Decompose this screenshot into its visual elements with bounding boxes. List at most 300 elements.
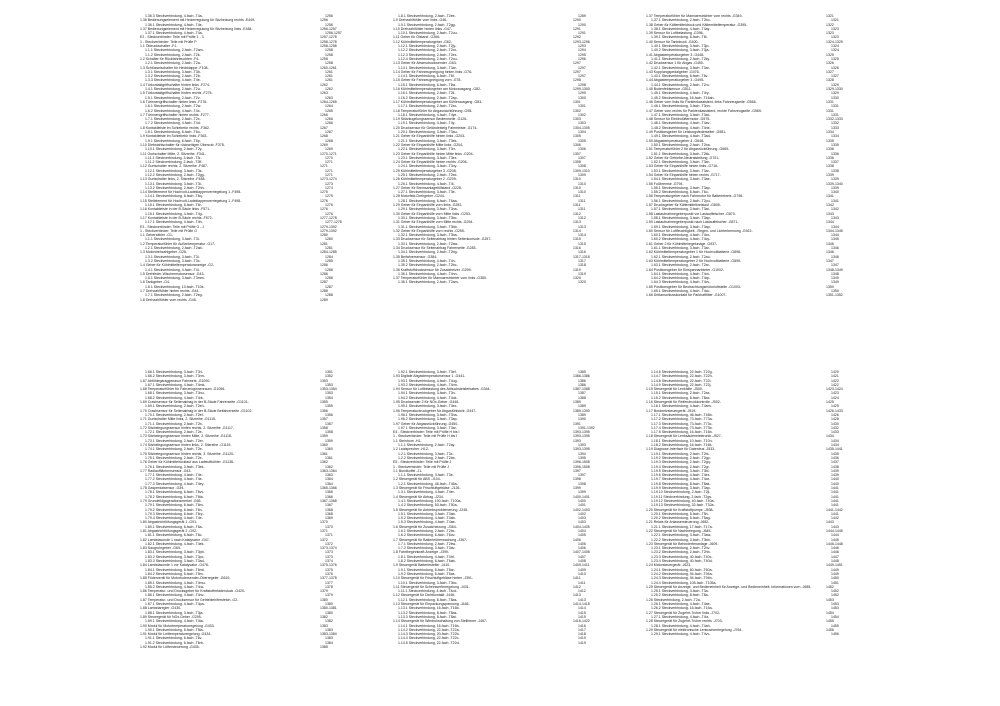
toc-entry-title: 1.23.1 Steckverbindung, 2-fach -T2hv-: [651, 546, 711, 551]
index-columns: [140, 14, 900, 302]
toc-entry-title: 1.37 Temperaturfühler für Mannaerstrichter vorn links -G380-: [393, 276, 488, 281]
toc-entry-title: 1.57 Drucksgeber für Kältemittelkreislauf -G805-: [646, 203, 721, 208]
toc-entry-page: 1338: [831, 168, 839, 173]
toc-entry-title: 1.85.1 Steckverbindung, 4-fach -T4mu-: [145, 580, 206, 585]
toc-entry-title: 1.83 Saugrohrgeber -G69-: [140, 546, 182, 551]
toc-entry-page: 1452: [831, 593, 839, 598]
toc-entry-title: 1.5 Drehfeder-Wischermotorsensor -G43-: [140, 271, 205, 276]
toc-entry-page: 1370: [320, 520, 328, 525]
toc-entry-page: 1426-1433: [826, 408, 843, 413]
toc-entry-title: 1.11 Steuergerät für Scheinwerferregelung -J431-: [393, 584, 470, 589]
toc-entry-page: 1385: [320, 645, 328, 649]
toc-entry-page: 1256: [325, 14, 333, 18]
toc-entry-title: 1.47 Geber vorn rechts für Parklenkassistent, rechte Fahrzeugseite -G569-: [646, 108, 762, 113]
toc-entry-page: 1423: [831, 391, 839, 396]
toc-entry-page: 1347: [831, 263, 839, 268]
toc-entry-title: 1.27.1 Steckverbindung, 4-fach -T4iz-: [651, 614, 710, 619]
toc-entry-page: 1373: [325, 554, 333, 559]
toc-entry-title: 1.40.2 Steckverbindung, 3-fach -T3ja-: [651, 48, 710, 53]
toc-entry-page: 1288: [325, 293, 333, 298]
toc-entry-title: 1.35 Beifahrersensor -G384-: [393, 254, 438, 259]
toc-entry-title: 1.76 Geber für Kühlmittelrücklauf aus Ladeluftkühler -G1136-: [140, 460, 235, 465]
toc-entry-page: 1284-1285: [320, 250, 337, 255]
toc-entry-page: 1331: [831, 104, 839, 109]
toc-entry-title: 1.12 Kühlmitteltemperaturgeber -G62-: [393, 39, 452, 44]
toc-entry-page: 1266: [320, 112, 328, 117]
toc-entry-title: 1.55 Fußbremse -G794-: [646, 181, 684, 186]
toc-entry-page: 1400: [578, 498, 586, 503]
toc-entry-title: 1.20.2 Steckverbindung, 5-fach -T5ag-: [651, 516, 711, 521]
toc-entry-page: 1302: [578, 112, 586, 117]
toc-entry-title: 1.2.1 Steckverbindung, 2-fach -T2ab-: [145, 246, 203, 251]
toc-entry-title: 1.36.1 Steckverbindung, 2-fach -T2am-: [398, 280, 459, 285]
toc-entry-page: 1456: [831, 632, 839, 637]
toc-entry-page: 1273-1274: [320, 177, 337, 182]
toc-entry-title: 1.4.2 Steckverbindung, 50-fach -T50a-: [398, 503, 458, 508]
toc-entry-title: 1.27 Steuergerät für Zugehrt-Trcher links -J702-: [646, 610, 721, 615]
toc-entry-page: 1410: [578, 571, 586, 576]
toc-entry-page: 1389: [578, 412, 586, 417]
toc-entry-title: 1.21 Relais für Anlassersteuerung -J682-: [646, 520, 710, 525]
toc-entry-title: 1.32 Geber für Einparkhilfe vorn rechts -G255-: [393, 228, 465, 233]
toc-entry-page: 1353: [325, 382, 333, 387]
toc-entry-title: 1.3 Steuergerät für Frischluftgebläse -J126-: [393, 486, 461, 491]
toc-entry-title: 1.84.1 Steckverbindung, 6-fach -T6mt-: [145, 567, 205, 572]
toc-entry[interactable]: [140, 298, 393, 302]
toc-entry-title: 1.32.1 Steckverbindung, 3-fach -T3ba-: [398, 233, 458, 238]
toc-entry-title: 1.92.1 Steckverbindung, 3-fach -T3ef-: [398, 370, 457, 374]
toc-entry-title: 1.2.1 Steckverbindung, 46-fach -T46a-: [398, 481, 458, 486]
toc-entry-page: 1371: [320, 528, 328, 533]
toc-entry-page: 1267: [320, 125, 328, 130]
toc-entry-title: 1.70 Crashsensor für Seitenairbag in der B-Säule Beifahrerseite -G1102-: [140, 408, 253, 413]
toc-entry-title: 1.82.1 Steckverbindung, 4-fach -T4ek-: [145, 541, 205, 546]
toc-entry-title: 1.96.1 Steckverbindung, 3-fach -T3ha-: [398, 412, 458, 417]
toc-entry-title: 1.19 Stützkugelungssensor Bedienmeile -G126-: [393, 117, 468, 122]
toc-entry-page: 1303: [573, 117, 581, 122]
index-columns: [140, 370, 900, 649]
toc-entry-page: 1301: [573, 99, 581, 104]
toc-entry-page: 1279-1392: [320, 224, 337, 229]
toc-entry-page: 1334: [826, 130, 834, 135]
toc-entry-page: 1446: [831, 550, 839, 555]
toc-entry-title: 1.73.1 Steckverbindung, 2-fach -T2er-: [145, 438, 204, 443]
toc-entry-title: 1.22 Geber für Einparkhilfe Mitte links -G204-: [393, 142, 464, 147]
toc-entry-page: 1449-1451: [826, 563, 843, 568]
toc-entry-title: 1.12.4 Steckverbindung, 2-fach -T2ou-: [398, 56, 458, 61]
toc-entry-title: 1.28 Motorfeld-Drehgeber -G244-: [393, 194, 445, 199]
toc-entry-title: 1.12.1 Steckverbindung, 3-fach -T3s-: [145, 168, 203, 173]
toc-entry-title: 1.22.1 Steckverbindung, 3-fach -T3aw-: [651, 533, 712, 538]
toc-entry-title: 1.17 Bordnetzsteuergerät -J519-: [646, 408, 697, 413]
toc-entry-title: 1.46 Geber vorn links für Parklenkassistent, links Fahrzeugseite -G566-: [646, 99, 757, 104]
toc-entry-page: 1368: [325, 511, 333, 516]
toc-entry-page: 1355: [320, 400, 328, 405]
toc-entry-page: 1268: [325, 138, 333, 143]
toc-entry-page: 1451: [831, 580, 839, 585]
index-column: [393, 370, 646, 649]
toc-entry-page: 1256: [325, 22, 333, 27]
toc-entry-title: 1.15.1 Steckverbindung, 6-fach -T6w-: [398, 82, 457, 87]
toc-entry[interactable]: [393, 641, 646, 645]
toc-entry-title: 1.10.1 Steckverbindung, 2-fach -T2uu-: [398, 31, 458, 36]
toc-entry-page: 1447: [831, 554, 839, 559]
toc-entry-title: 1.58 Lastaufnahmegeberpunkt vor Lastauffelscher -G870-: [646, 211, 736, 216]
toc-entry-title: 1.64 Positionsgeber für Einspannanbieter -G1002-: [646, 267, 725, 272]
toc-entry-title: 1.71.1 Steckverbindung, 2-fach -T2b-: [145, 421, 203, 426]
toc-entry-page: 1389: [573, 400, 581, 405]
toc-entry-title: 1.24.1 Steckverbindung, 3-fach -T3oy-: [398, 164, 458, 169]
toc-entry-page: 1281: [320, 241, 328, 246]
toc-entry[interactable]: [646, 293, 899, 297]
toc-entry-title: 1.59.1 Steckverbindung, 3-fach -T3ap-: [651, 224, 711, 229]
toc-entry-page: 1446: [831, 546, 839, 551]
toc-entry-title: 1.2.1 Steckverbindung, 3-fach -T3x-: [398, 451, 454, 456]
toc-entry-title: 1.85 Föderventil für Motorfodersender-Oberregeler -G619-: [140, 576, 231, 581]
toc-entry-title: 1.78.1 Steckverbindung, 6-fach -T6vv-: [145, 490, 205, 495]
toc-entry-page: 1382: [320, 614, 328, 619]
toc-entry-title: 1.1.2 Steckverbindung, 2-fach -T2k-: [145, 52, 201, 57]
toc-entry-page: 1432: [831, 425, 839, 430]
toc-entry-page: 1276: [325, 203, 333, 208]
toc-entry-page: 1324: [831, 44, 839, 49]
toc-entry-title: 1.2 Lautsprecher -H12-: [393, 447, 429, 452]
toc-entry-title: 1.81 Abgastrichtlöfungsgerät 2 -G92-: [140, 528, 198, 533]
toc-entry-page: 1286: [325, 276, 333, 281]
toc-entry-page: 1293-1296: [573, 39, 590, 44]
toc-entry-title: 1.11.2 Steckverbindung, 2-fach -T2ff-: [145, 160, 203, 165]
toc-entry-title: 1.44 Abgastemperaturgeber 3 -G495-: [646, 78, 705, 83]
toc-entry-page: 1404-1405: [573, 524, 590, 529]
toc-entry-page: 1345: [831, 237, 839, 242]
toc-entry-title: 1.13.2 Steckverbindung, 2-fach -T2hh-: [145, 185, 205, 190]
toc-entry-page: 1262: [320, 82, 328, 87]
toc-entry-page: 1299: [578, 91, 586, 96]
toc-entry-title: 1.45 Bodenfeldsensor -G511-: [646, 87, 692, 92]
toc-entry-title: 1.49.1 Steckverbindung, 4-fach -T3ad-: [651, 134, 711, 139]
toc-entry-page: 1393: [578, 443, 586, 448]
toc-entry-title: 1.67 Abfühlegaraggenasor Fahrwerk -G1090-: [140, 378, 211, 383]
toc-entry-page: 1315: [578, 241, 586, 246]
toc-entry-title: 1.54 Geber für Einparkhilfe hinten rechts -G717-: [646, 172, 721, 177]
toc-entry-title: 1.7 Steuergerät für Batterieüberwachung -J367-: [393, 537, 468, 542]
toc-entry-title: 1.3.3 Steckverbindung, 4-fach -T4e-: [145, 78, 201, 83]
toc-entry-page: 1347: [826, 258, 834, 263]
toc-entry-page: 1414: [578, 606, 586, 611]
toc-entry-title: 1.1 Geberzähler -G1-: [140, 233, 174, 238]
toc-entry-page: 1308: [578, 164, 586, 169]
toc-entry-title: 1.18.1 Steckverbindung, 10-fach -T10n-: [651, 438, 713, 443]
toc-entry-title: 1.9.1 Steckverbindung, 8-fach -T8ar-: [398, 567, 456, 572]
toc-entry-title: 1.83.1 Steckverbindung, 3-fach -T3pb-: [145, 550, 205, 555]
toc-entry-title: 1.14.7 Steckverbindung, 22-fach -T22h-: [651, 374, 713, 379]
toc-entry-title: 1.88 Lambdaregler -G430-: [140, 606, 182, 611]
toc-entry-page: 1407: [578, 554, 586, 559]
toc-entry-title: 1.4 Türkontaktgriffschalter hinten links -F274-: [140, 82, 211, 87]
toc-entry-title: 1.95.1 Steckverbindung, 3-fach -T3ex-: [398, 404, 458, 409]
toc-entry-title: 1.2 Steuergerät für ABS -J104-: [393, 477, 441, 482]
toc-entry-title: 1.43.1 Steckverbindung, 6-fach -T6v-: [651, 74, 709, 79]
toc-entry-title: 1.24.3 Steckverbindung, 94-fach -T94b-: [651, 576, 713, 581]
toc-entry[interactable]: [393, 280, 646, 284]
toc-entry-title: 1.79.2 Steckverbindung, 6-fach -T6n-: [145, 507, 203, 512]
toc-entry-page: 1296: [578, 56, 586, 61]
toc-entry-page: 1305: [573, 134, 581, 139]
toc-entry-title: 1.19.11 Steckverbindung, 2-fach -T2gs-: [651, 494, 713, 499]
toc-entry-title: 1.38 Geber für Kältemitteldruck und Kältemitteltemperatur -G395-: [646, 22, 748, 27]
toc-entry-page: 1291: [573, 26, 581, 31]
toc-entry-page: 1286: [320, 263, 328, 268]
toc-entry-title: 1.36.1 Steckverbindung, 4-fach -T4nn-: [398, 271, 458, 276]
toc-entry-page: 1435-1441: [826, 447, 843, 452]
toc-entry-page: 1264: [325, 104, 333, 109]
toc-entry-page: 1320: [578, 280, 586, 285]
toc-entry-page: 1325: [831, 56, 839, 61]
toc-entry-page: 1290: [573, 18, 581, 23]
toc-entry-page: 1336: [826, 147, 834, 152]
toc-entry-page: 1383: [320, 623, 328, 628]
toc-entry-page: 1348: [831, 271, 839, 276]
toc-entry-title: 1.3.1 Steckverbindung, 4-fach -T4er-: [398, 490, 456, 495]
toc-entry-title: 1.77.3 Steckverbindung, 4-fach -T4ey-: [145, 481, 205, 486]
toc-entry-page: 1442: [831, 516, 839, 521]
toc-entry-title: 1.29 Steuergerät für elektronische Lenkradverriegelung -J764-: [646, 627, 743, 632]
toc-entry-title: 1.23.2 Steckverbindung, 2-fach -T2hb-: [651, 550, 711, 555]
toc-entry-title: 1.41.1 Steckverbindung, 2-fach -T2ky-: [651, 56, 711, 61]
toc-entry-page: 1298: [578, 82, 586, 87]
toc-entry-title: 1.56 Temperaturgeber nach Fahrmotor für Batteriekreis -G796-: [646, 194, 744, 199]
toc-entry-page: 1332: [831, 121, 839, 126]
toc-entry-title: 1.9 Kontaktleiste im Schiebetür links -F363-: [140, 134, 208, 139]
toc-entry-page: 1311: [578, 207, 586, 212]
toc-entry-page: 1321: [826, 14, 834, 18]
toc-entry-title: 1.78.2 Steckverbindung, 6-fach -T6ta-: [145, 494, 204, 499]
toc-entry-title: 1.38.1 Steckverbindung, 4-fach -T4ay-: [651, 26, 711, 31]
toc-entry-title: 1.8.1 Steckverbindung, 2-fach -T2ee-: [398, 14, 456, 18]
toc-entry-title: 1.87.1 Steckverbindung, 4-fach -T4pa-: [145, 602, 205, 607]
toc-entry-page: 1280: [320, 233, 328, 238]
toc-entry-title: 1.8.1 Steckverbindung, 6-fach -T6o-: [145, 130, 201, 135]
toc-entry-page: 1342: [831, 207, 839, 212]
toc-entry-page: 1346: [826, 250, 834, 255]
toc-entry-page: 1405: [578, 533, 586, 538]
toc-entry-title: 1.93 Digitale Abgastemperatursensor 1 -G441-: [393, 374, 466, 379]
toc-entry-title: 1.12.3 Steckverbindung, 2-fach -T2ex-: [398, 52, 458, 57]
toc-entry-page: 1286: [325, 267, 333, 272]
toc-entry-title: 1.8.1 Steckverbindung, 4-fach -T4hf-: [398, 554, 455, 559]
toc-entry-page: 1264-1265: [320, 99, 337, 104]
toc-entry-title: 1.69.1 Steckverbindung, 2-fach -T2eh-: [145, 404, 205, 409]
toc-entry-page: 1261: [325, 74, 333, 79]
toc-entry-title: 1.68.1 Steckverbindung, 3-fach -T3nu-: [145, 391, 205, 396]
toc-entry-title: 1.17.5 Steckverbindung, 16-fach -T16b-: [651, 430, 713, 435]
toc-entry-title: 1.9.1 Steckverbindung, 6-fach -T6p-: [145, 138, 201, 143]
toc-entry-title: 1.1.1 Steckverbindung, 2-fach -T2am-: [145, 48, 204, 53]
toc-entry-title: 1.55.1 Steckverbindung, 3-fach -T3ap-: [651, 185, 711, 190]
toc-entry-page: 1454: [831, 614, 839, 619]
toc-entry-page: 1302: [573, 108, 581, 113]
toc-entry-page: 1346: [826, 241, 834, 246]
toc-entry-title: 1.72.1 Steckverbindung, 2-fach -T2e-: [145, 430, 203, 435]
toc-entry-page: 1357: [320, 417, 328, 422]
toc-entry-title: 1.71 Gurtschalter Mitte links, 2. Sitzreihe -G1115-: [140, 417, 217, 422]
toc-entry-page: 1416: [578, 623, 586, 628]
toc-entry-page: 1338: [826, 164, 834, 169]
toc-entry-page: 1256-1257: [325, 31, 342, 36]
toc-entry-page: 1393: [573, 438, 581, 443]
toc-entry-page: 1375: [325, 567, 333, 572]
toc-entry-title: 1.95 Drucksender 2 für NOx-Geber -G446-: [393, 400, 460, 405]
toc-entry-page: 1423-1424: [826, 387, 843, 392]
toc-entry-title: 1.60.1 Steckverbindung, 4-fach -T4cx-: [651, 233, 711, 238]
toc-entry-page: 1354: [325, 395, 333, 400]
toc-entry-page: 1393-1395: [573, 430, 590, 435]
toc-entry-title: 1.50.1 Steckverbindung, 2-fach -T2ba-: [651, 142, 711, 147]
toc-entry-page: 1263: [320, 91, 328, 96]
toc-entry-title: 1.29.1 Steckverbindung, 3-fach -T3na-: [398, 207, 458, 212]
toc-entry-page: 1313: [578, 224, 586, 229]
toc-entry-page: 1262: [325, 87, 333, 92]
toc-entry-page: 1389-1390: [573, 408, 590, 413]
toc-entry-title: 1.37 Temperaturfühler für Mannaerstrichter vorn rechts -G349-: [646, 14, 743, 18]
toc-entry-title: 1.43 Kupplungspedalgeber -G476-: [646, 69, 700, 74]
toc-entry-title: 1.34 Drucksensor für Seitenairbag Fahrerseite -G283-: [393, 246, 477, 251]
toc-entry-title: 1.14.8 Steckverbindung, 22-fach -T22i-: [651, 378, 712, 383]
toc-entry-page: 1310: [578, 181, 586, 186]
toc-entry-page: 1301: [578, 104, 586, 109]
toc-entry-title: 1.4.1 Steckverbindung, 4-fach -T4l-: [145, 267, 200, 272]
toc-entry-page: 1297: [573, 61, 581, 66]
toc-entry-page: 1306: [573, 142, 581, 147]
toc-entry-title: 1.79.1 Steckverbindung, 6-fach -T6m-: [145, 503, 204, 508]
toc-entry-title: 1.4 Geber für Kühlmitteltemperaturanzeige -G2-: [140, 263, 215, 268]
toc-entry-page: 1344-1345: [826, 228, 843, 233]
toc-entry-title: 1.77.2 Steckverbindung, 4-fach -T4e-: [145, 477, 203, 482]
toc-entry-title: 1.26 Kühlmitteltemperaturgeber 2 -G209-: [393, 177, 457, 182]
toc-entry[interactable]: [646, 632, 899, 636]
toc-entry-page: 1395: [578, 455, 586, 460]
toc-entry-page: 1280: [325, 237, 333, 242]
toc-entry-title: 1.91.1 Steckverbindung, 6-fach -T6v-: [145, 636, 203, 641]
toc-entry-page: 1258: [325, 61, 333, 66]
toc-entry-title: 1.46.1 Steckverbindung, 3-fach -T3nn-: [651, 104, 711, 109]
toc-entry-title: 1.6 Türinnengriffschalter hinten links -F276-: [140, 99, 208, 104]
toc-entry-title: 1.41 Abgastemperaturgeber 3 -G448-: [646, 52, 705, 57]
toc-entry-title: 1.14.1 Steckverbindung, 6-fach -T6q-: [145, 194, 203, 199]
toc-entry-title: 1.13 Geber für Abwesdruckwender -G63-: [393, 61, 457, 66]
toc-entry-page: 1324: [831, 48, 839, 53]
toc-entry-title: 1.12.1 Steckverbindung, 2-fach -T2jy-: [398, 44, 457, 49]
toc-entry-page: 1364: [325, 477, 333, 482]
toc-entry-page: 1330: [831, 95, 839, 100]
toc-entry-title: 1.14 Steuergerät für Wiedrukschaltung von Stellbirner -J467-: [393, 619, 488, 624]
toc-entry-page: 1379: [325, 593, 333, 598]
toc-entry-page: 1313: [573, 220, 581, 225]
toc-entry-page: 1452: [831, 589, 839, 594]
toc-entry-page: 1289: [320, 297, 328, 302]
toc-entry-page: 1329: [831, 82, 839, 87]
toc-entry-page: 1314: [578, 233, 586, 238]
toc-entry-title: 1.11.1 Steckverbindung, 4-fach -T4cd-: [398, 589, 458, 594]
toc-entry-title: 1.79.3 Steckverbindung, 6-fach -T6ry-: [145, 511, 204, 516]
toc-entry-title: 1.51.1 Steckverbindung, 3-fach -T2kk-: [651, 151, 711, 156]
toc-entry-page: 1346: [831, 254, 839, 259]
toc-entry-page: 1291: [578, 31, 586, 36]
toc-entry-title: 1.65.1 Steckverbindung, 4-fach -T4cu-: [651, 289, 711, 293]
toc-entry-title: 1.47.1 Steckverbindung, 3-fach -T3ac-: [651, 112, 711, 117]
toc-entry-page: 1399: [578, 490, 586, 495]
toc-entry-title: 1 - Steckverbinder: Teile mit Prüfle H bis I: [393, 434, 458, 439]
toc-entry-page: 1321: [831, 18, 839, 23]
toc-entry-title: 1.93.2 Steckverbindung, 4-fach -T4rm-: [398, 382, 458, 387]
toc-entry-title: 1.17.1 Steckverbindung, 46-fach -T46b-: [651, 412, 713, 417]
toc-entry-page: 1446-1448: [826, 541, 843, 546]
toc-entry-title: 1.20.1 Steckverbindung, 5-fach -T5h-: [651, 511, 709, 516]
toc-entry-title: 1.19.9 Steckverbindung, 3-fach -T3ap-: [651, 486, 711, 491]
toc-entry-title: 1.20 Drucksensor für Geländesteig Fahrmeiste -G174-: [393, 125, 478, 130]
toc-entry-page: 1329-1330: [826, 87, 843, 92]
toc-entry-title: 1 - Steckverbinder: Teile mit Prüfle J: [393, 464, 449, 469]
toc-entry-title: 1.4.1 Steckverbindung, 100-fach -T100a-: [398, 498, 462, 503]
toc-entry-title: 1.27.1 Steckverbindung, 3-fach -T3e-: [398, 190, 456, 195]
toc-entry-page: 1316: [573, 246, 581, 251]
toc-entry-page: 1287: [325, 284, 333, 289]
toc-entry-page: 1340: [831, 190, 839, 195]
index-column: [393, 14, 646, 302]
toc-entry-title: 1.80.1 Steckverbindung, 6-fach -T6a-: [145, 524, 203, 529]
toc-entry-title: 1.2.1 Steckverbindung, 2-fach -T2a-: [145, 61, 201, 66]
toc-entry-title: 1.23.1 Steckverbindung, 3-fach -T3ex-: [398, 155, 458, 160]
toc-entry-page: 1391: [573, 421, 581, 426]
toc-entry-title: 1.20.1 Steckverbindung, 3-fach -T3au-: [398, 130, 458, 135]
toc-entry-page: 1356: [325, 412, 333, 417]
toc-entry-title: 1.97.1 Steckverbindung, 3-fach -T3ar-: [398, 425, 457, 430]
toc-entry-page: 1365: [325, 490, 333, 495]
toc-entry-title: 1.23.4 Steckverbindung, 40-fach -T40d-: [651, 559, 713, 564]
toc-entry-page: 1286: [320, 271, 328, 276]
toc-entry-page: 1383: [325, 636, 333, 641]
toc-entry-page: 1276: [320, 198, 328, 203]
index-block-bottom: [140, 370, 900, 649]
toc-entry-page: 1369: [325, 516, 333, 521]
toc-entry-title: E2 - Steckverbinder: Teile mit Prüfle 1 - 3: [140, 35, 204, 40]
toc-entry-page: 1441: [831, 511, 839, 516]
toc-entry-page: 1265: [325, 108, 333, 113]
toc-entry-page: 1348-1349: [826, 267, 843, 272]
toc-entry-page: 1309-1310: [573, 168, 590, 173]
toc-entry-title: 1.14.1 Steckverbindung, 6-fach -T6f-: [398, 74, 455, 79]
toc-entry-title: 1.96 Temperaturdruckgeber für Abgasfühlsicht -G447-: [393, 408, 477, 413]
toc-entry-title: 1.93.1 Steckverbindung, 4-fach -T4ug-: [398, 378, 458, 383]
toc-entry-page: 1353: [320, 378, 328, 383]
toc-entry-title: 1.16.1 Steckverbindung, 4-fach -T4am-: [651, 404, 712, 409]
toc-entry-title: 1.19.8 Steckverbindung, 8-fach -T8ak-: [651, 481, 711, 486]
toc-entry-title: 1.53 Geber für Einparkhilfe hinten links -G716-: [646, 164, 719, 169]
toc-entry-page: 1357: [325, 421, 333, 426]
toc-entry[interactable]: [140, 645, 393, 649]
toc-entry-page: 1304-1305: [573, 125, 590, 130]
toc-entry-title: 1.19.7 Steckverbindung, 4-fach -T4ce-: [651, 477, 711, 482]
toc-entry-title: 1.35.1 Steckverbindung, 4-fach -T4n-: [398, 258, 456, 263]
toc-entry-title: 1.75.1 Steckverbindung, 2-fach -T2e-: [145, 455, 203, 460]
toc-entry-title: 1.17.3 Steckverbindung, 73-fach -T73c-: [651, 421, 713, 426]
toc-entry-page: 1331: [831, 112, 839, 117]
toc-entry-page: 1424: [831, 395, 839, 400]
toc-entry-title: 1.7.1 Steckverbindung, 2-fach -T2x-: [145, 117, 201, 122]
index-column: [646, 370, 899, 649]
toc-entry-title: 1.29 Geber für Einparkhilfe vorn links -G252-: [393, 203, 463, 208]
toc-entry-title: 1.17.1 Steckverbindung, 2-fach -T2xx-: [398, 104, 458, 109]
